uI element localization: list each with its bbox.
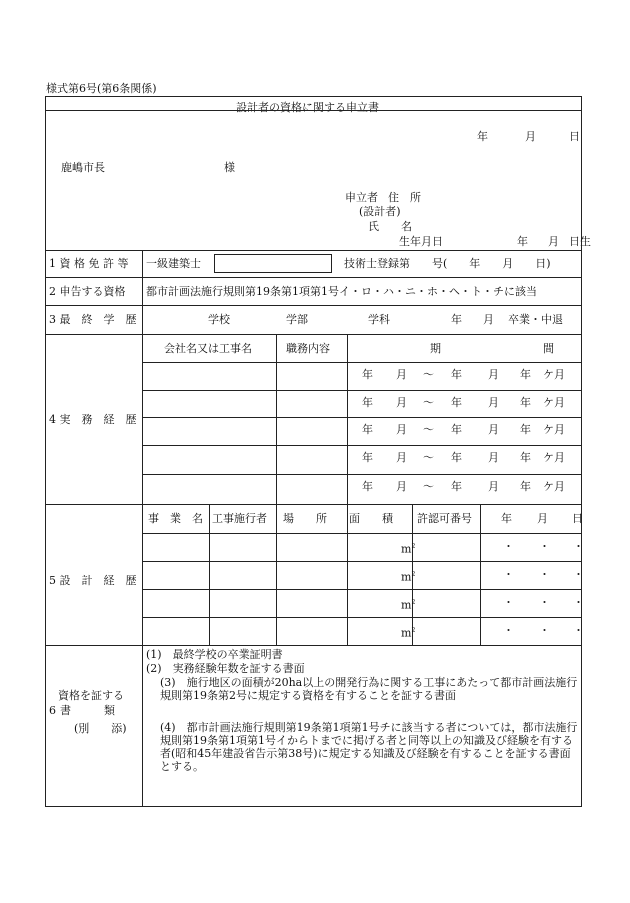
row4-line	[142, 474, 581, 475]
period-cell-text: 年	[520, 423, 531, 436]
period-cell-text: 年	[451, 480, 462, 493]
period-cell-text: 月	[488, 480, 499, 493]
row6-item-3: (3) 施行地区の面積が20ha以上の開発行為に関する工事にあたって都市計画法施行規則第19条第2号に規定する資格を有することを証する書面	[160, 676, 578, 702]
date-separator-dot: ・	[539, 568, 550, 581]
row6-label-line2: 書 類	[60, 704, 115, 717]
date-day: 日	[569, 130, 580, 143]
date-separator-dot: ・	[503, 540, 514, 553]
period-cell-text: 年	[451, 423, 462, 436]
label-column-divider	[142, 250, 143, 645]
period-cell-text: 年	[520, 480, 531, 493]
row4-header-period-1: 期	[430, 342, 441, 355]
row5-header-permit: 許認可番号	[417, 512, 472, 525]
period-cell-text: 〜	[423, 480, 434, 493]
row5-label: 5 設 計 経 歴	[49, 574, 137, 587]
period-cell-text: ケ月	[543, 451, 565, 464]
period-cell-text: 年	[362, 423, 373, 436]
applicant-birthdate-label: 生年月日	[399, 235, 443, 248]
row3-faculty: 学部	[286, 313, 308, 326]
period-cell-text: 月	[396, 480, 407, 493]
date-separator-dot: ・	[539, 540, 550, 553]
title-divider	[46, 110, 581, 111]
row4-label: 4 実 務 経 歴	[49, 413, 137, 426]
period-cell-text: 年	[451, 368, 462, 381]
row5-divider	[46, 645, 581, 646]
period-cell-text: 年	[451, 396, 462, 409]
row5-line	[142, 561, 581, 562]
applicant-birth-month: 月	[548, 235, 559, 248]
date-separator-dot: ・	[503, 624, 514, 637]
row5-line	[142, 617, 581, 618]
row5-header-area: 面 積	[349, 512, 393, 525]
row4-line	[142, 417, 581, 418]
application-form	[45, 96, 591, 807]
row4-line	[142, 362, 581, 363]
row3-year: 年	[451, 313, 462, 326]
row4-line	[142, 445, 581, 446]
row5-col-divider	[347, 504, 348, 645]
period-cell-text: 年	[362, 396, 373, 409]
row2-text: 都市計画法施行規則第19条第1項第1号イ・ロ・ハ・ニ・ホ・ヘ・ト・チに該当	[146, 285, 537, 298]
row2-label: 2 申告する資格	[49, 285, 126, 298]
row6-item-1: (1) 最終学校の卒業証明書	[146, 648, 283, 661]
row4-col-divider	[347, 334, 348, 504]
row3-status: 卒業・中退	[508, 313, 563, 326]
period-cell-text: 年	[362, 368, 373, 381]
row6-label-line1: 資格を証する	[58, 689, 124, 702]
period-cell-text: 年	[451, 451, 462, 464]
row5-header-day: 日	[572, 512, 583, 525]
row5-header-place: 場 所	[283, 512, 327, 525]
row6-label-number: 6	[49, 704, 56, 717]
row1-label: 1 資 格 免 許 等	[49, 257, 129, 270]
date-separator-dot: ・	[539, 596, 550, 609]
addressee-honorific: 様	[224, 161, 235, 174]
row5-header-builder: 工事施行者	[212, 512, 267, 525]
period-cell-text: 月	[396, 368, 407, 381]
addressee-name: 鹿嶋市長	[61, 161, 105, 174]
period-cell-text: 月	[488, 423, 499, 436]
applicant-address-label: 住 所	[388, 191, 421, 204]
period-cell-text: ケ月	[543, 396, 565, 409]
period-cell-text: 月	[488, 368, 499, 381]
row5-header-month: 月	[537, 512, 548, 525]
applicant-designer-label: (設計者)	[359, 205, 401, 218]
date-separator-dot: ・	[573, 624, 584, 637]
row5-col-divider	[276, 504, 277, 645]
row4-divider	[46, 504, 581, 505]
row4-header-period-2: 間	[543, 342, 554, 355]
row4-line	[142, 390, 581, 391]
date-year: 年	[477, 130, 488, 143]
period-cell-text: 月	[396, 451, 407, 464]
period-cell-text: 〜	[423, 368, 434, 381]
date-separator-dot: ・	[573, 540, 584, 553]
period-cell-text: 年	[362, 480, 373, 493]
row4-header-company: 会社名又は工事名	[164, 342, 252, 355]
period-cell-text: 年	[362, 451, 373, 464]
row5-col-divider	[480, 504, 481, 645]
applicant-birth-day: 日生	[569, 235, 591, 248]
date-separator-dot: ・	[503, 596, 514, 609]
row5-line	[142, 533, 581, 534]
label-column-divider	[142, 645, 143, 806]
row3-divider	[46, 334, 581, 335]
period-cell-text: 〜	[423, 396, 434, 409]
header-divider	[46, 250, 581, 251]
row5-col-divider	[209, 504, 210, 645]
row3-label: 3 最 終 学 歴	[49, 313, 137, 326]
applicant-label: 申立者	[345, 191, 378, 204]
period-cell-text: 年	[520, 396, 531, 409]
period-cell-text: 月	[396, 396, 407, 409]
row3-department: 学科	[368, 313, 390, 326]
period-cell-text: 〜	[423, 423, 434, 436]
row5-header-project: 事 業 名	[148, 512, 203, 525]
row2-divider	[46, 305, 581, 306]
form-code: 様式第6号(第6条関係)	[46, 82, 157, 95]
row4-header-duties: 職務内容	[286, 342, 330, 355]
row1-registration: 技術士登録第 号( 年 月 日)	[344, 257, 551, 270]
period-cell-text: 月	[488, 396, 499, 409]
row3-school: 学校	[208, 313, 230, 326]
row5-header-year: 年	[501, 512, 512, 525]
form-title: 設計者の資格に関する申立書	[236, 101, 379, 114]
date-separator-dot: ・	[539, 624, 550, 637]
row6-item-4: (4) 都市計画法施行規則第19条第1項第1号チに該当する者については，都市法施行規則第19条第1項第1号イからトまでに掲げる者と同等以上の知識及び経験を有する者(昭和45年建設省告示第38号)に規定する知識及び経験を有することを証する書面とする。	[160, 721, 578, 773]
area-unit: $m^2$	[401, 542, 416, 556]
date-month: 月	[525, 130, 536, 143]
area-unit: $m^2$	[401, 598, 416, 612]
period-cell-text: 年	[520, 451, 531, 464]
row6-item-2: (2) 実務経験年数を証する書面	[146, 662, 305, 675]
period-cell-text: 年	[520, 368, 531, 381]
date-separator-dot: ・	[573, 568, 584, 581]
row3-month: 月	[483, 313, 494, 326]
period-cell-text: ケ月	[543, 368, 565, 381]
date-separator-dot: ・	[573, 596, 584, 609]
row1-divider	[46, 277, 581, 278]
date-separator-dot: ・	[503, 568, 514, 581]
area-unit: $m^2$	[401, 626, 416, 640]
row6-label-line3: (別 添)	[74, 722, 127, 735]
period-cell-text: 月	[488, 451, 499, 464]
period-cell-text: 月	[396, 423, 407, 436]
applicant-name-label: 氏 名	[368, 220, 412, 233]
period-cell-text: ケ月	[543, 480, 565, 493]
license-entry-box[interactable]	[214, 254, 332, 273]
row5-line	[142, 589, 581, 590]
row4-col-divider	[276, 334, 277, 504]
period-cell-text: ケ月	[543, 423, 565, 436]
area-unit: $m^2$	[401, 570, 416, 584]
row1-license: 一級建築士	[146, 257, 201, 270]
applicant-birth-year: 年	[517, 235, 528, 248]
period-cell-text: 〜	[423, 451, 434, 464]
